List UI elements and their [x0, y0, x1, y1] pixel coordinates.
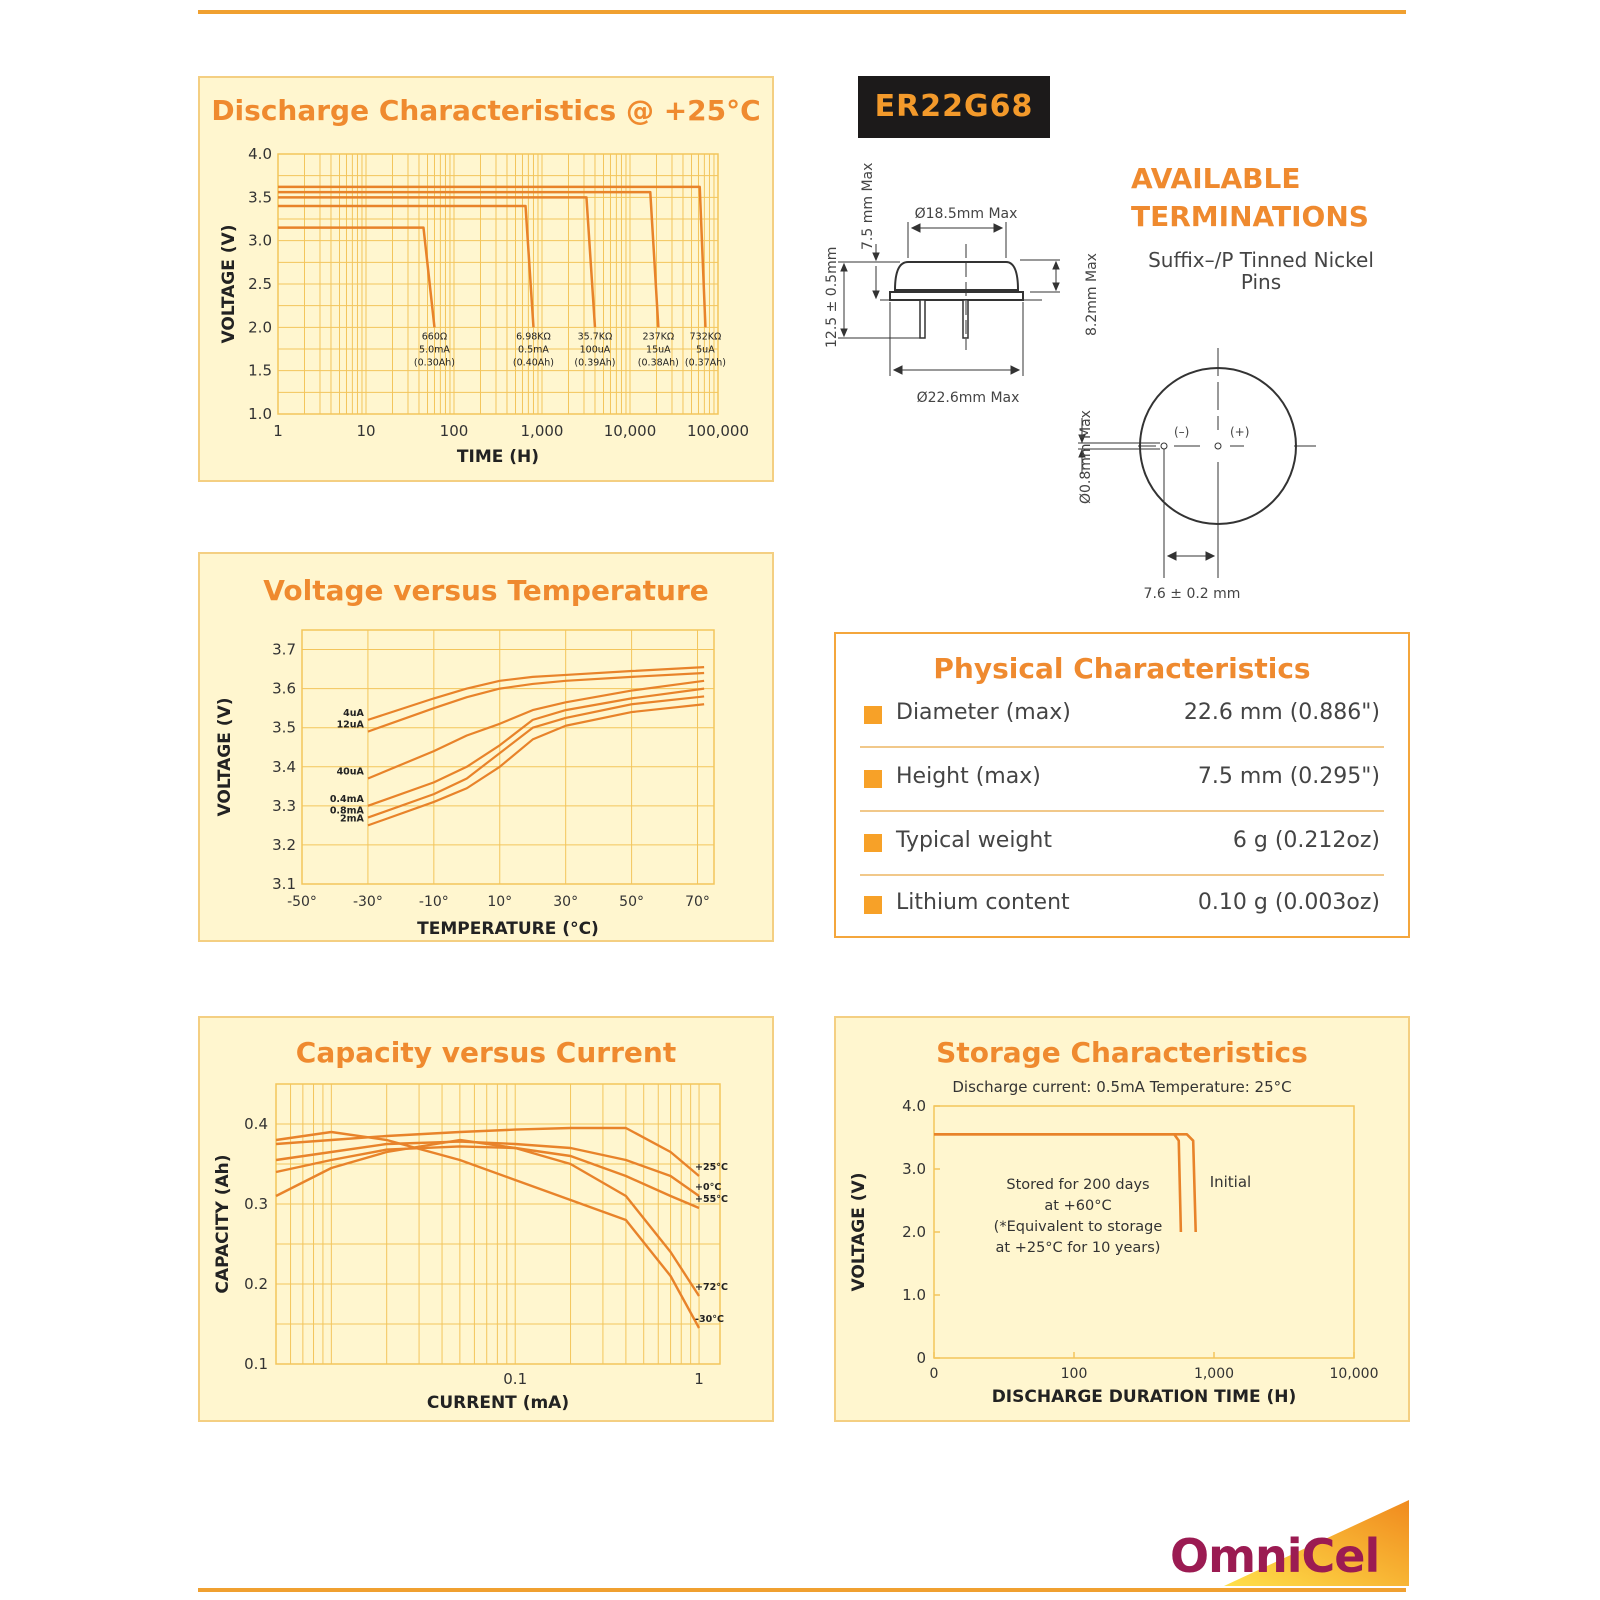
x-tick-label: 50°: [619, 894, 645, 910]
y-tick-label: 0.4: [244, 1115, 268, 1133]
y-tick-label: 3.4: [272, 757, 296, 776]
x-tick-label: 1: [273, 422, 283, 440]
y-tick-label: 3.1: [272, 875, 296, 893]
top-rule: [198, 10, 1406, 14]
series-label: 6.98KΩ: [516, 331, 551, 343]
series-label: 5.0mA: [419, 344, 450, 356]
y-tick-label: 0: [916, 1349, 926, 1367]
storage-annotation: (*Equivalent to storage: [993, 1219, 1163, 1235]
vtemp-title: Voltage versus Temperature: [263, 574, 709, 607]
x-tick-label: 0: [929, 1366, 939, 1382]
battery-side-flange: [890, 292, 1023, 300]
y-tick-label: 2.5: [248, 275, 272, 293]
physical-value: 0.10 g (0.003oz): [1197, 890, 1380, 915]
physical-value: 22.6 mm (0.886"): [1183, 700, 1380, 725]
storage-subtitle: Discharge current: 0.5mA Temperature: 25°C: [952, 1078, 1292, 1096]
series-label: 12uA: [336, 719, 364, 731]
x-tick-label: -10°: [418, 894, 449, 910]
series-label: +55°C: [695, 1194, 728, 1205]
discharge-series-line: [278, 192, 658, 327]
x-tick-label: 0.1: [503, 1370, 528, 1388]
physical-value: 7.5 mm (0.295"): [1197, 764, 1380, 789]
x-tick-label: 10,000: [1329, 1366, 1379, 1382]
terminations-title-line1: AVAILABLE: [1131, 162, 1301, 195]
physical-characteristics-panel: [834, 632, 1410, 938]
physical-row: [860, 684, 1384, 748]
physical-label: Lithium content: [896, 890, 1070, 915]
physical-row: [860, 748, 1384, 812]
x-tick-label: 10,000: [603, 422, 657, 440]
x-tick-label: 30°: [553, 894, 579, 910]
series-label: 100uA: [579, 344, 611, 356]
capcurrent-series-line: [276, 1132, 699, 1328]
storage-title: Storage Characteristics: [936, 1036, 1308, 1069]
series-label: 40uA: [336, 766, 364, 778]
y-axis-title: VOLTAGE (V): [219, 224, 239, 344]
y-tick-label: 0.3: [244, 1195, 268, 1213]
x-tick-label: 100: [439, 422, 469, 440]
series-label: +25°C: [695, 1162, 728, 1173]
y-tick-label: 2.0: [248, 318, 272, 337]
physical-title: Physical Characteristics: [933, 652, 1311, 685]
dim-top-label: Ø18.5mm Max: [914, 206, 1018, 222]
x-axis-title: TIME (H): [456, 447, 540, 467]
bullet-square-icon: [864, 834, 882, 852]
physical-row: [860, 812, 1384, 876]
series-label: 237KΩ: [642, 331, 675, 343]
series-label: -30°C: [695, 1314, 724, 1325]
dim-total-label: 12.5 ± 0.5mm: [824, 246, 840, 348]
discharge-series-line: [278, 228, 434, 328]
storage-panel: [834, 1016, 1410, 1422]
pos-terminal-label: (+): [1230, 425, 1250, 439]
vtemp-series-line: [368, 704, 704, 825]
pin-hole-positive: [1215, 443, 1221, 449]
vtemp-chart: [200, 554, 776, 944]
series-label: (0.30Ah): [413, 357, 456, 369]
y-tick-label: 1.0: [902, 1286, 926, 1304]
x-tick-label: 1: [694, 1370, 704, 1388]
capcurrent-title: Capacity versus Current: [295, 1036, 677, 1069]
series-label: Initial: [1209, 1173, 1252, 1191]
series-label: 4uA: [343, 707, 364, 719]
storage-chart: [836, 1018, 1412, 1424]
storage-annotation: at +25°C for 10 years): [995, 1240, 1161, 1256]
plot-area: [276, 1084, 720, 1364]
y-tick-label: 0.2: [244, 1275, 268, 1293]
pin-hole-negative: [1161, 443, 1167, 449]
physical-label: Height (max): [896, 764, 1041, 789]
y-tick-label: 0.1: [244, 1355, 268, 1373]
storage-annotation: Stored for 200 days: [1006, 1177, 1150, 1193]
y-tick-label: 2.0: [902, 1223, 926, 1241]
dim-body-label: 8.2mm Max: [1084, 253, 1100, 336]
x-tick-label: 100,000: [686, 422, 750, 440]
series-label: 15uA: [646, 344, 671, 356]
y-axis-title: VOLTAGE (V): [215, 697, 235, 817]
series-label: (0.38Ah): [637, 357, 679, 369]
y-tick-label: 3.5: [248, 188, 272, 207]
capcurrent-series-line: [276, 1146, 699, 1208]
omnicel-logo: [1164, 1500, 1409, 1590]
x-tick-label: -50°: [287, 894, 317, 910]
x-axis-title: CURRENT (mA): [426, 1393, 570, 1413]
dim-pin-label: Ø0.8mm Max: [1078, 410, 1094, 504]
battery-side-body: [895, 262, 1018, 290]
discharge-chart: [200, 78, 776, 484]
physical-value: 6 g (0.212oz): [1232, 828, 1380, 853]
y-tick-label: 1.0: [248, 405, 272, 423]
y-axis-title: CAPACITY (Ah): [213, 1154, 233, 1294]
series-label: 0.4mA: [329, 793, 364, 805]
discharge-panel: [198, 76, 774, 482]
x-tick-label: -30°: [352, 894, 383, 910]
terminations-desc-line2: Pins: [1240, 270, 1282, 294]
series-label: (0.37Ah): [684, 357, 726, 369]
neg-terminal-label: (–): [1174, 425, 1190, 439]
series-label: +72°C: [695, 1282, 728, 1293]
series-label: 35.7KΩ: [577, 331, 613, 343]
model-badge: ER22G68: [858, 76, 1050, 138]
y-tick-label: 3.7: [272, 640, 296, 659]
series-label: +0°C: [695, 1182, 722, 1193]
discharge-title: Discharge Characteristics @ +25°C: [211, 94, 761, 127]
series-label: 0.8mA: [329, 805, 364, 817]
series-label: 5uA: [696, 344, 715, 356]
x-tick-label: 100: [1060, 1366, 1088, 1382]
physical-row: [860, 874, 1384, 936]
x-tick-label: 10°: [487, 894, 513, 910]
y-tick-label: 3.2: [272, 835, 296, 854]
bullet-square-icon: [864, 770, 882, 788]
y-tick-label: 1.5: [248, 361, 272, 380]
series-label: (0.40Ah): [512, 357, 555, 369]
y-tick-label: 3.6: [272, 679, 296, 698]
plot-area: [302, 630, 714, 884]
y-tick-label: 3.0: [248, 231, 272, 250]
x-axis-title: DISCHARGE DURATION TIME (H): [991, 1387, 1297, 1407]
series-label: 660Ω: [421, 331, 448, 343]
vtemp-panel: [198, 552, 774, 942]
y-axis-title: VOLTAGE (V): [849, 1172, 869, 1292]
series-label: 732KΩ: [689, 331, 722, 343]
physical-label: Typical weight: [896, 828, 1052, 853]
dim-spacing-label: 7.6 ± 0.2 mm: [1143, 586, 1241, 602]
storage-annotation: at +60°C: [1044, 1198, 1112, 1214]
brand-name: OmniCel: [1170, 1529, 1380, 1583]
x-tick-label: 1,000: [520, 422, 564, 440]
y-tick-label: 3.0: [902, 1160, 926, 1178]
x-tick-label: 10: [356, 422, 376, 440]
terminations-desc-line1: Suffix–/P Tinned Nickel: [1148, 248, 1374, 272]
capcurrent-chart: [200, 1018, 776, 1424]
physical-label: Diameter (max): [896, 700, 1071, 725]
vtemp-series-line: [368, 689, 704, 806]
battery-drawing: [820, 140, 1420, 620]
dim-bottom-label: Ø22.6mm Max: [916, 390, 1020, 406]
discharge-series-line: [278, 206, 533, 327]
series-label: (0.39Ah): [574, 357, 616, 369]
pin-left: [920, 300, 925, 338]
bullet-square-icon: [864, 706, 882, 724]
x-axis-title: TEMPERATURE (°C): [417, 919, 599, 939]
y-tick-label: 4.0: [902, 1097, 926, 1115]
x-tick-label: 1,000: [1193, 1366, 1235, 1382]
y-tick-label: 4.0: [248, 145, 272, 163]
series-label: 0.5mA: [518, 344, 549, 356]
discharge-series-line: [278, 187, 705, 327]
bullet-square-icon: [864, 896, 882, 914]
series-label: 2mA: [340, 813, 364, 825]
x-tick-label: 70°: [685, 894, 710, 910]
terminations-title-line2: TERMINATIONS: [1131, 200, 1369, 233]
y-tick-label: 3.3: [272, 796, 296, 815]
dim-height-label: 7.5 mm Max: [860, 162, 876, 250]
y-tick-label: 3.5: [272, 718, 296, 737]
capcurrent-panel: [198, 1016, 774, 1422]
